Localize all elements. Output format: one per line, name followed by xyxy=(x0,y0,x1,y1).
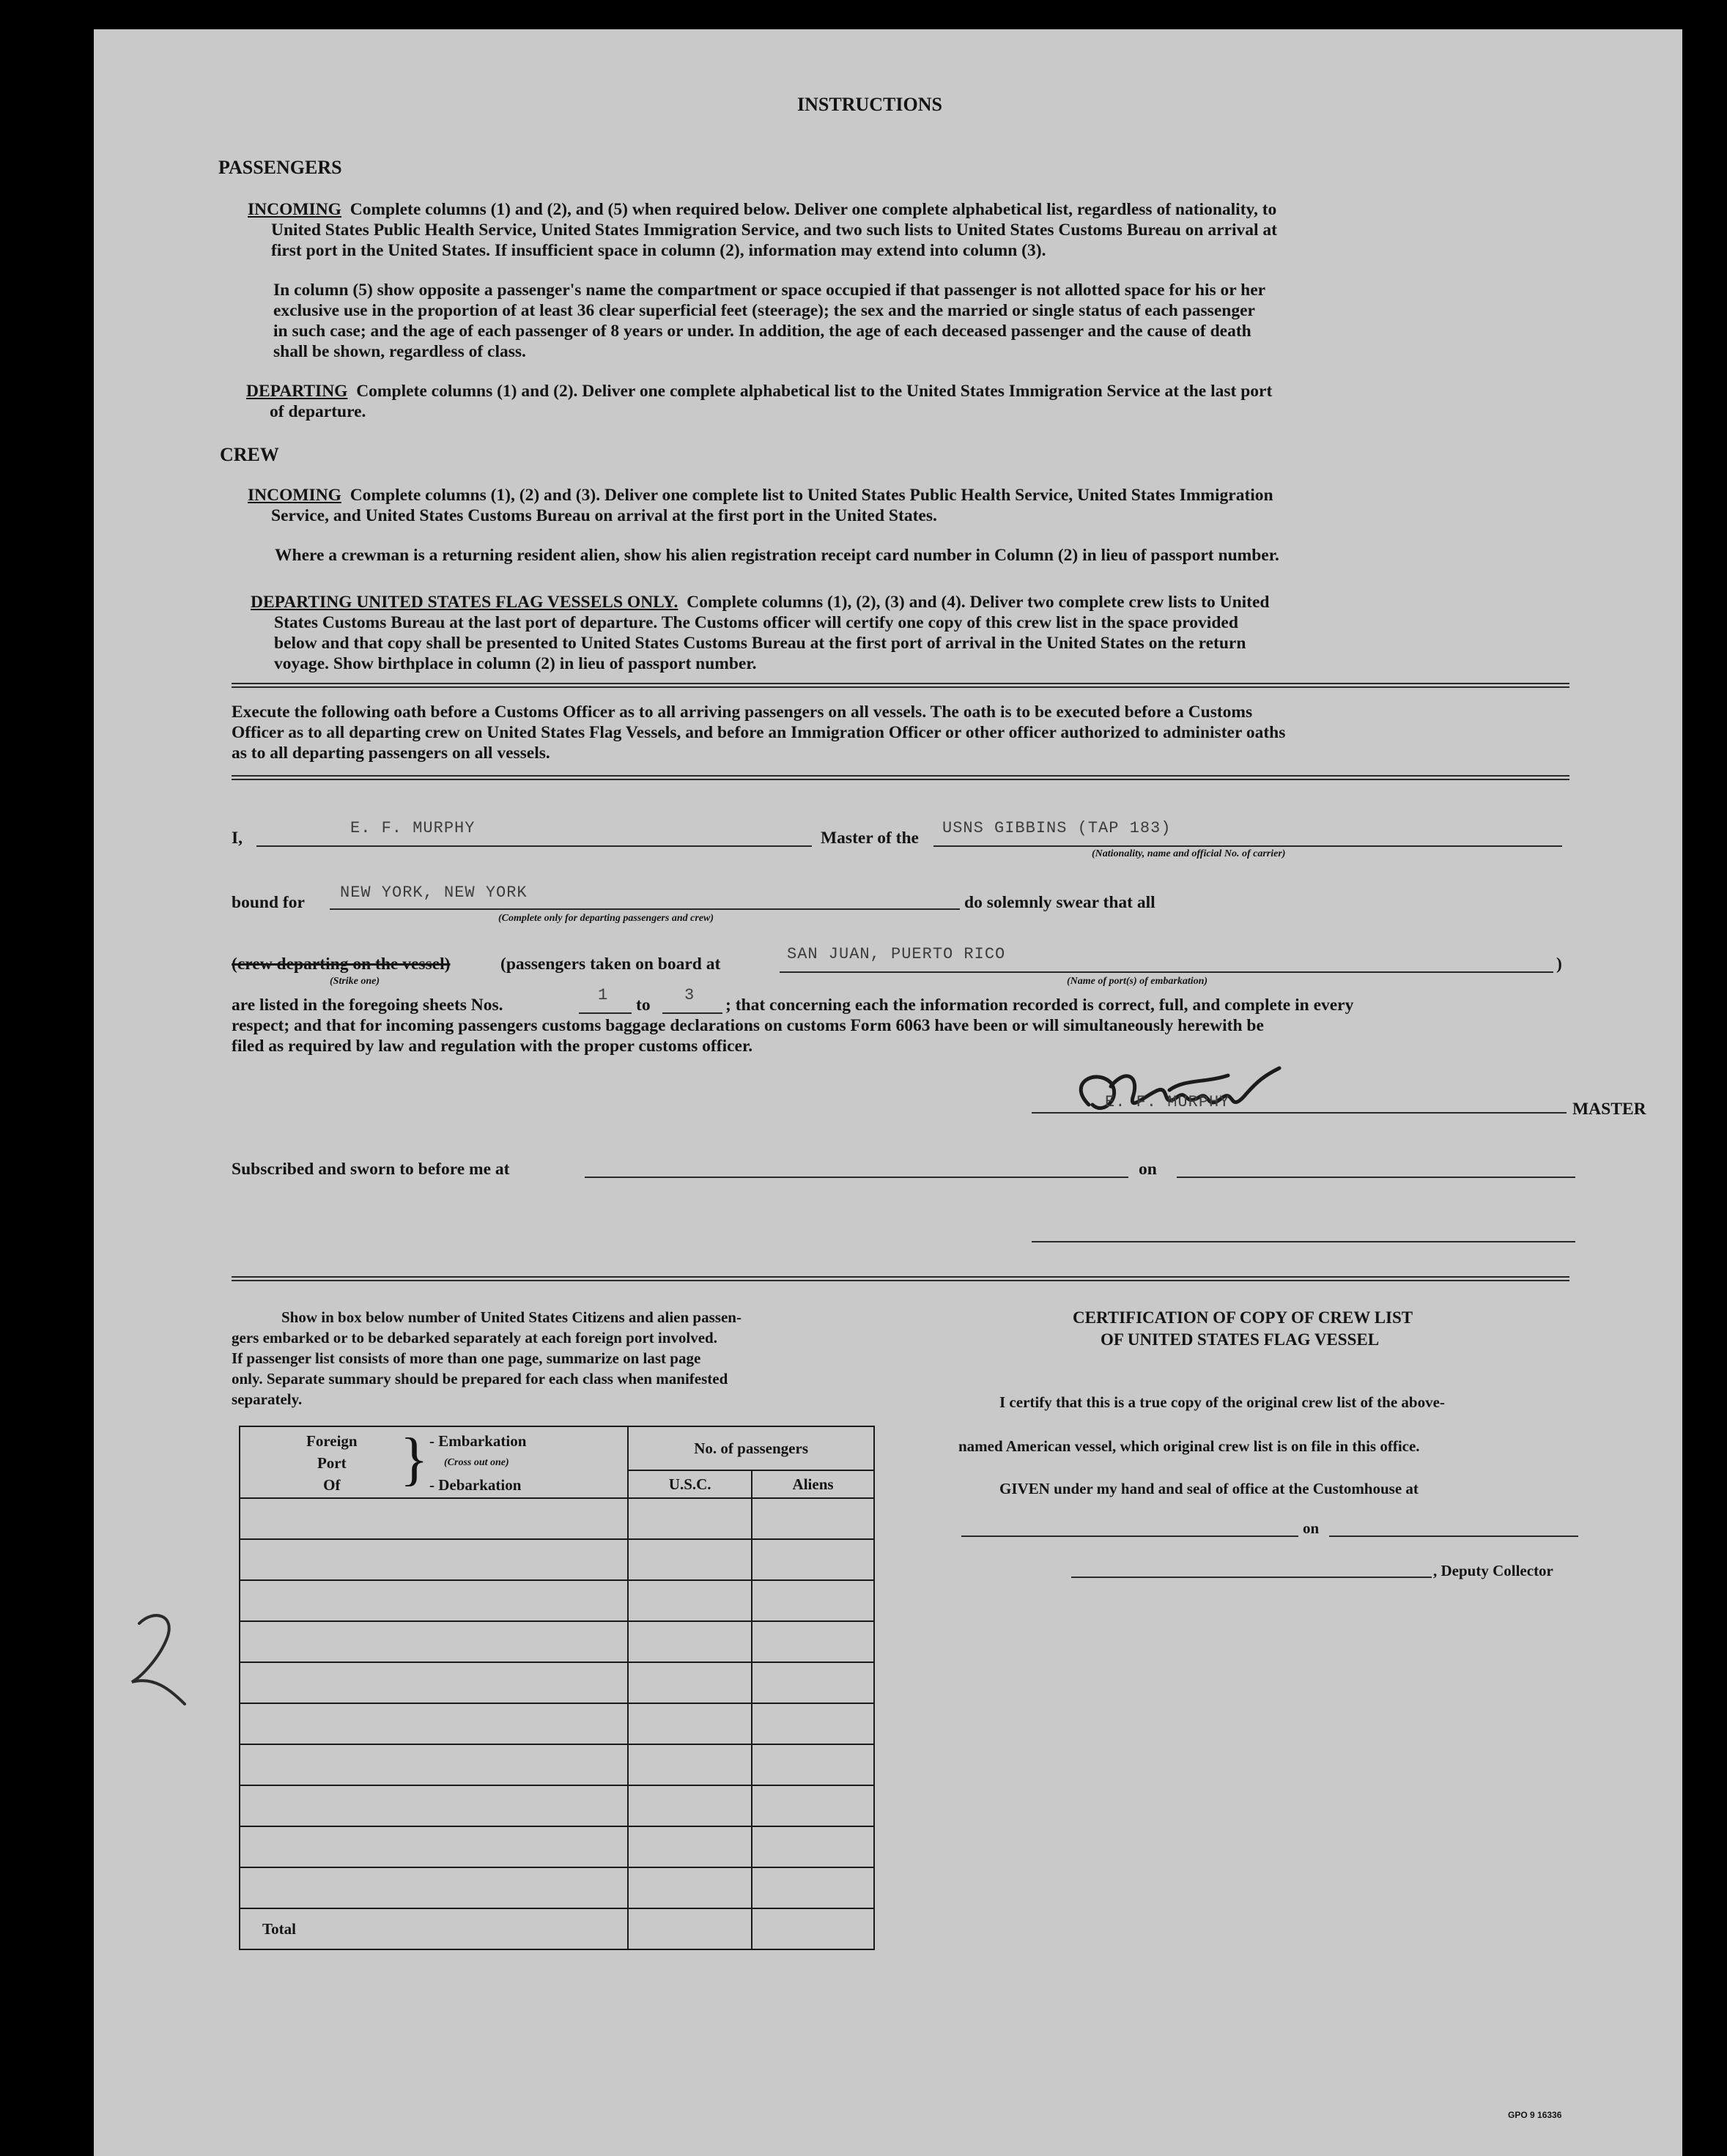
subscribed-on-label: on xyxy=(1139,1160,1157,1179)
passengers-departing-block xyxy=(246,381,1272,422)
certification-title-1: CERTIFICATION OF COPY OF CREW LIST xyxy=(1073,1308,1413,1327)
subscribed-label: Subscribed and sworn to before me at xyxy=(232,1160,510,1179)
header-of: Of xyxy=(323,1476,341,1494)
total-row[interactable] xyxy=(240,1908,874,1949)
passengers-column5-block xyxy=(273,280,1265,362)
table-row[interactable] xyxy=(240,1703,874,1744)
master-name-field[interactable]: E. F. MURPHY xyxy=(350,819,476,837)
vessel-field[interactable]: USNS GIBBINS (TAP 183) xyxy=(942,819,1172,837)
oath-instruction-1: Officer as to all departing crew on United States Flag Vessels, and before an Immigration Officer or other officer authorized to administer oaths xyxy=(232,723,1286,742)
no-of-passengers-header: No. of passengers xyxy=(628,1426,874,1470)
oath-instruction-0: Execute the following oath before a Customs Officer as to all arriving passengers on all vessels. The oath is to be executed before a Customs xyxy=(232,703,1253,722)
deputy-collector-label: , Deputy Collector xyxy=(1433,1562,1553,1579)
summary-instructions xyxy=(232,1307,847,1409)
passengers-departing-label: DEPARTING xyxy=(246,382,348,401)
column5-text-1: exclusive use in the proportion of at least 36 clear superficial feet (steerage); the sex and the married or single status of each passenger xyxy=(273,301,1255,320)
passengers-option: (passengers taken on board at xyxy=(500,955,721,974)
summary-text-1: gers embarked or to be debarked separately at each foreign port involved. xyxy=(232,1329,717,1346)
strike-option: (crew departing on the vessel) xyxy=(232,955,451,974)
oath-line-2: respect; and that for incoming passengers customs baggage declarations on customs Form 6063 have been or will simultaneously herewith be xyxy=(232,1016,1264,1035)
usc-header: U.S.C. xyxy=(628,1470,752,1498)
vessel-hint: (Nationality, name and official No. of carrier) xyxy=(1092,848,1286,859)
passengers-departing-text-1: of departure. xyxy=(270,402,366,421)
port-hint: (Name of port(s) of embarkation) xyxy=(1067,976,1208,987)
total-aliens-cell[interactable] xyxy=(752,1908,874,1949)
column5-text-0: In column (5) show opposite a passenger's name the compartment or space occupied if that passenger is not allotted space for his or her xyxy=(273,281,1266,300)
header-foreign: Foreign xyxy=(306,1432,358,1450)
officer-signature-line[interactable] xyxy=(1032,1241,1575,1242)
passenger-summary-table xyxy=(239,1426,875,1950)
table-row[interactable] xyxy=(240,1785,874,1826)
deputy-collector-line[interactable] xyxy=(1071,1577,1432,1578)
typed-signature: E. F. MURPHY xyxy=(1105,1093,1230,1111)
aliens-header: Aliens xyxy=(752,1470,874,1498)
total-usc-cell[interactable] xyxy=(628,1908,752,1949)
debarkation-label: - Debarkation xyxy=(429,1476,522,1494)
certification-date-line[interactable] xyxy=(1329,1535,1578,1537)
crew-departing-text-0: Complete columns (1), (2), (3) and (4). Deliver two complete crew lists to United xyxy=(687,593,1270,612)
divider xyxy=(232,1276,1569,1281)
summary-text-2: If passenger list consists of more than one page, summarize on last page xyxy=(232,1349,701,1367)
passengers-incoming-text-2: first port in the United States. If insufficient space in column (2), information may extend into column (3). xyxy=(271,241,1046,260)
table-row[interactable] xyxy=(240,1539,874,1580)
crew-departing-text-1: States Customs Bureau at the last port of departure. The Customs officer will certify one copy of this crew list in the space provided xyxy=(274,613,1238,632)
table-row[interactable] xyxy=(240,1662,874,1703)
gpo-code: GPO 9 16336 xyxy=(1508,2110,1562,2120)
table-row[interactable] xyxy=(240,1867,874,1908)
signature-line xyxy=(1032,1112,1567,1114)
table-row[interactable] xyxy=(240,1826,874,1867)
certification-line-3: GIVEN under my hand and seal of office at the Customhouse at xyxy=(999,1480,1419,1497)
total-label: Total xyxy=(240,1908,628,1949)
destination-line xyxy=(330,908,960,910)
close-paren: ) xyxy=(1556,955,1562,974)
port-line xyxy=(780,971,1553,973)
crew-departing-block xyxy=(251,592,1270,674)
oath-instruction-2: as to all departing passengers on all vessels. xyxy=(232,744,550,763)
table-row[interactable] xyxy=(240,1621,874,1662)
embarkation-label: - Embarkation xyxy=(429,1432,527,1450)
table-header-row xyxy=(240,1426,874,1470)
master-label: MASTER xyxy=(1572,1100,1646,1119)
crew-heading: CREW xyxy=(220,444,279,465)
crew-departing-text-3: voyage. Show birthplace in column (2) in lieu of passport number. xyxy=(274,654,757,673)
listed-text: are listed in the foregoing sheets Nos. xyxy=(232,996,503,1015)
column5-text-2: in such case; and the age of each passenger of 8 years or under. In addition, the age of each deceased passenger and the cause of death xyxy=(273,322,1251,341)
handwritten-page-number xyxy=(125,1603,198,1713)
crew-departing-text-2: below and that copy shall be presented to United States Customs Bureau at the first port of arrival in the United States on the return xyxy=(274,634,1246,653)
passengers-incoming-label: INCOMING xyxy=(248,200,341,219)
certification-line-2: named American vessel, which original crew list is on file in this office. xyxy=(958,1437,1420,1455)
crew-departing-label: DEPARTING UNITED STATES FLAG VESSELS ONLY. xyxy=(251,593,678,612)
passengers-incoming-text-1: United States Public Health Service, United States Immigration Service, and two such lists to United States Customs Bureau on arrival at xyxy=(271,221,1277,240)
bound-for-label: bound for xyxy=(232,893,305,912)
passengers-incoming-text-0: Complete columns (1) and (2), and (5) when required below. Deliver one complete alphabetical list, regardless of nationality, to xyxy=(350,200,1277,219)
subscribed-date-line[interactable] xyxy=(1177,1177,1575,1178)
swear-text: do solemnly swear that all xyxy=(964,893,1155,912)
table-row[interactable] xyxy=(240,1744,874,1785)
port-field[interactable]: SAN JUAN, PUERTO RICO xyxy=(787,945,1006,963)
sheet-to-field[interactable]: 3 xyxy=(684,986,695,1004)
crew-incoming-block xyxy=(248,485,1273,526)
to-text: to xyxy=(636,996,651,1015)
destination-field[interactable]: NEW YORK, NEW YORK xyxy=(340,883,528,902)
master-name-line xyxy=(256,845,812,847)
certification-on-label: on xyxy=(1303,1519,1320,1537)
oath-line-3: filed as required by law and regulation with the proper customs officer. xyxy=(232,1037,753,1056)
certification-title-2: OF UNITED STATES FLAG VESSEL xyxy=(1101,1330,1380,1349)
subscribed-place-line[interactable] xyxy=(585,1177,1128,1178)
sheet-to-line xyxy=(662,1012,722,1014)
divider xyxy=(232,775,1569,780)
brace-glyph: } xyxy=(400,1427,429,1492)
crew-incoming-text-0: Complete columns (1), (2) and (3). Deliver one complete list to United States Public Health Service, United States Immigration xyxy=(350,486,1273,505)
summary-text-3: only. Separate summary should be prepared for each class when manifested xyxy=(232,1370,728,1388)
crew-resident-text: Where a crewman is a returning resident alien, show his alien registration receipt card number in Column (2) in lieu of passport number. xyxy=(275,546,1279,565)
divider xyxy=(232,683,1569,688)
form-sheet xyxy=(94,29,1682,2156)
crew-incoming-label: INCOMING xyxy=(248,486,341,505)
port-header-cell xyxy=(240,1426,628,1498)
certification-line-1: I certify that this is a true copy of the original crew list of the above- xyxy=(999,1393,1445,1411)
vessel-line xyxy=(933,845,1562,847)
summary-text-0: Show in box below number of United States Citizens and alien passen- xyxy=(281,1308,742,1326)
passengers-departing-text-0: Complete columns (1) and (2). Deliver one complete alphabetical list to the United States Immigration Service at the last port xyxy=(356,382,1273,401)
header-port: Port xyxy=(317,1454,347,1472)
master-of-label: Master of the xyxy=(821,829,919,848)
column5-text-3: shall be shown, regardless of class. xyxy=(273,342,526,361)
passengers-incoming-block xyxy=(248,199,1277,261)
table-row[interactable] xyxy=(240,1498,874,1539)
i-label: I, xyxy=(232,829,243,848)
page-title: INSTRUCTIONS xyxy=(797,94,942,115)
sheet-from-field[interactable]: 1 xyxy=(598,986,609,1004)
sheet-from-line xyxy=(579,1012,632,1014)
cross-out-hint: (Cross out one) xyxy=(444,1457,509,1468)
table-row[interactable] xyxy=(240,1580,874,1621)
passengers-heading: PASSENGERS xyxy=(218,157,342,178)
strike-hint: (Strike one) xyxy=(330,976,380,987)
crew-incoming-text-1: Service, and United States Customs Bureau on arrival at the first port in the United States. xyxy=(271,506,937,525)
summary-text-4: separately. xyxy=(232,1390,303,1408)
after-sheets-text: ; that concerning each the information recorded is correct, full, and complete in every xyxy=(725,996,1354,1015)
customhouse-line[interactable] xyxy=(961,1535,1298,1537)
oath-instruction-block xyxy=(232,702,1285,763)
destination-hint: (Complete only for departing passengers and crew) xyxy=(498,913,714,924)
